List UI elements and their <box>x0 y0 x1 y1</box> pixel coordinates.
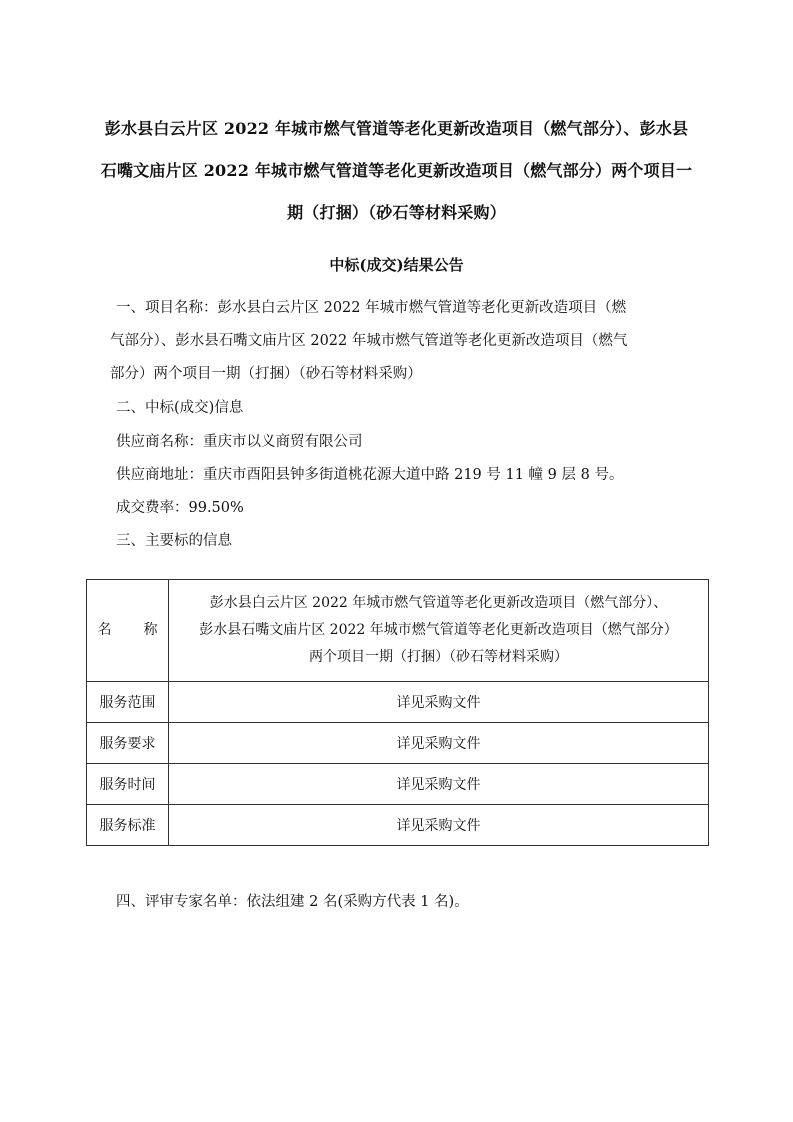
name-value-line-3: 两个项目一期（打捆）（砂石等材料采购） <box>309 649 568 665</box>
supplier-address: 供应商地址：重庆市酉阳县钟多街道桃花源大道中路 219 号 11 幢 9 层 8 号。 <box>116 467 624 483</box>
section-3-heading: 三、主要标的信息 <box>116 533 232 549</box>
fee-rate: 成交费率：99.50% <box>116 500 244 516</box>
row-value: 详见采购文件 <box>169 682 709 723</box>
project-name-line-2: 气部分）、彭水县石嘴文庙片区 2022 年城市燃气管道等老化更新改造项目（燃气 <box>110 333 628 349</box>
row-label: 服务范围 <box>87 682 169 723</box>
project-name-line-1: 一、项目名称：彭水县白云片区 2022 年城市燃气管道等老化更新改造项目（燃 <box>116 300 627 316</box>
row-value: 详见采购文件 <box>169 723 709 764</box>
name-label-right: 称 <box>143 621 158 638</box>
project-name-line-3: 部分）两个项目一期（打捆）（砂石等材料采购） <box>110 366 422 382</box>
table-row <box>87 764 709 805</box>
row-value: 详见采购文件 <box>169 805 709 846</box>
main-info-table <box>86 579 709 846</box>
name-value-line-2: 彭水县石嘴文庙片区 2022 年城市燃气管道等老化更新改造项目（燃气部分） <box>199 622 678 638</box>
name-value-cell <box>169 580 709 682</box>
table-row <box>87 805 709 846</box>
name-value-line-1: 彭水县白云片区 2022 年城市燃气管道等老化更新改造项目（燃气部分）、 <box>209 595 668 611</box>
review-experts-line: 四、评审专家名单：依法组建 2 名(采购方代表 1 名)。 <box>116 894 469 910</box>
row-label: 服务时间 <box>87 764 169 805</box>
announcement-subtitle: 中标(成交)结果公告 <box>329 256 464 274</box>
table-row <box>87 723 709 764</box>
title-line-3: 期（打捆）（砂石等材料采购） <box>287 203 506 222</box>
table-row <box>87 682 709 723</box>
name-label-left: 名 <box>97 621 112 638</box>
title-line-2: 石嘴文庙片区 2022 年城市燃气管道等老化更新改造项目（燃气部分）两个项目一 <box>100 161 693 180</box>
table-row-name <box>87 580 709 682</box>
row-label: 服务要求 <box>87 723 169 764</box>
supplier-name: 供应商名称：重庆市以义商贸有限公司 <box>116 434 363 450</box>
name-label-cell <box>87 580 169 682</box>
row-label: 服务标准 <box>87 805 169 846</box>
row-value: 详见采购文件 <box>169 764 709 805</box>
section-2-heading: 二、中标(成交)信息 <box>116 400 244 416</box>
title-line-1: 彭水县白云片区 2022 年城市燃气管道等老化更新改造项目（燃气部分）、彭水县 <box>104 119 689 138</box>
